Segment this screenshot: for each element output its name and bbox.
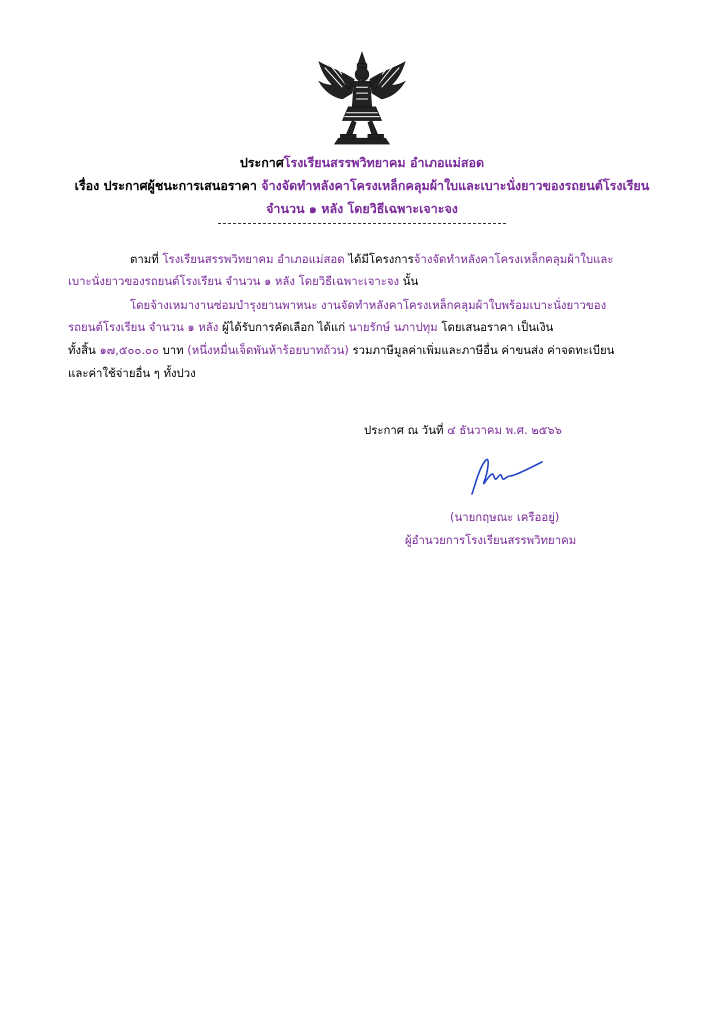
signer-title: ผู้อำนวยการโรงเรียนสรรพวิทยาคม <box>405 533 577 547</box>
subject-method: จำนวน ๑ หลัง โดยวิธีเฉพาะเจาะจง <box>266 201 458 216</box>
price-amount: ๑๗,๕๐๐.๐๐ <box>99 343 159 357</box>
text-span: ทั้งสิ้น <box>68 343 100 357</box>
date-prefix: ประกาศ ณ วันที่ <box>364 423 448 437</box>
text-span: ผู้ได้รับการคัดเลือก ได้แก่ <box>218 320 349 334</box>
announcement-subject <box>0 177 724 195</box>
subject-project: จ้างจัดทำหลังคาโครงเหล็กคลุมผ้าใบและเบาะนั่งยาวของรถยนต์โรงเรียน <box>261 178 650 193</box>
school-name-inline: โรงเรียนสรรพวิทยาคม อำเภอแม่สอด <box>162 252 345 266</box>
announcement-date <box>364 421 562 439</box>
text-span: นั้น <box>399 274 419 288</box>
signer-name: (นายกฤษณะ เครืออยู่) <box>450 510 560 524</box>
project-name-inline: เบาะนั่งยาวของรถยนต์โรงเรียน จำนวน ๑ หลัง โดยวิธีเฉพาะเจาะจง <box>68 274 400 288</box>
winner-name: นายรักษ์ นภาปทุม <box>348 320 438 334</box>
paragraph-2-line-1: โดยจ้างเหมางานซ่อมบำรุงยานพาหนะ งานจัดทำหลังคาโครงเหล็กคลุมผ้าใบพร้อมเบาะนั่งยาวของ <box>130 298 607 312</box>
subject-prefix: เรื่อง ประกาศผู้ชนะการเสนอราคา <box>74 178 262 193</box>
price-in-words: (หนึ่งหมื่นเจ็ดพันห้าร้อยบาทถ้วน) <box>187 343 349 357</box>
project-quantity: รถยนต์โรงเรียน จำนวน ๑ หลัง <box>68 320 219 334</box>
garuda-emblem-icon <box>313 50 411 148</box>
text-span: ตามที่ <box>130 252 163 266</box>
paragraph-2-line-3 <box>68 341 614 359</box>
text-span: โดยเสนอราคา เป็นเงิน <box>437 320 554 334</box>
text-span: บาท <box>158 343 188 357</box>
text-span: ได้มีโครงการ <box>344 252 414 266</box>
paragraph-1-line-1 <box>130 250 614 268</box>
text-span: รวมภาษีมูลค่าเพิ่มและภาษีอื่น ค่าขนส่ง ค่าจดทะเบียน <box>348 343 615 357</box>
project-name-inline: จ้างจัดทำหลังคาโครงเหล็กคลุมผ้าใบและ <box>413 252 614 266</box>
title-divider <box>218 223 506 224</box>
date-value: ๔ ธันวาคม พ.ศ. ๒๕๖๖ <box>447 423 562 437</box>
paragraph-2-line-2 <box>68 318 553 336</box>
title-prefix: ประกาศ <box>239 155 284 170</box>
handwritten-signature-icon <box>466 452 546 502</box>
announcement-title <box>0 154 724 172</box>
paragraph-1-line-2 <box>68 272 418 290</box>
paragraph-2-line-4: และค่าใช้จ่ายอื่น ๆ ทั้งปวง <box>68 366 196 380</box>
school-name: โรงเรียนสรรพวิทยาคม อำเภอแม่สอด <box>283 155 485 170</box>
